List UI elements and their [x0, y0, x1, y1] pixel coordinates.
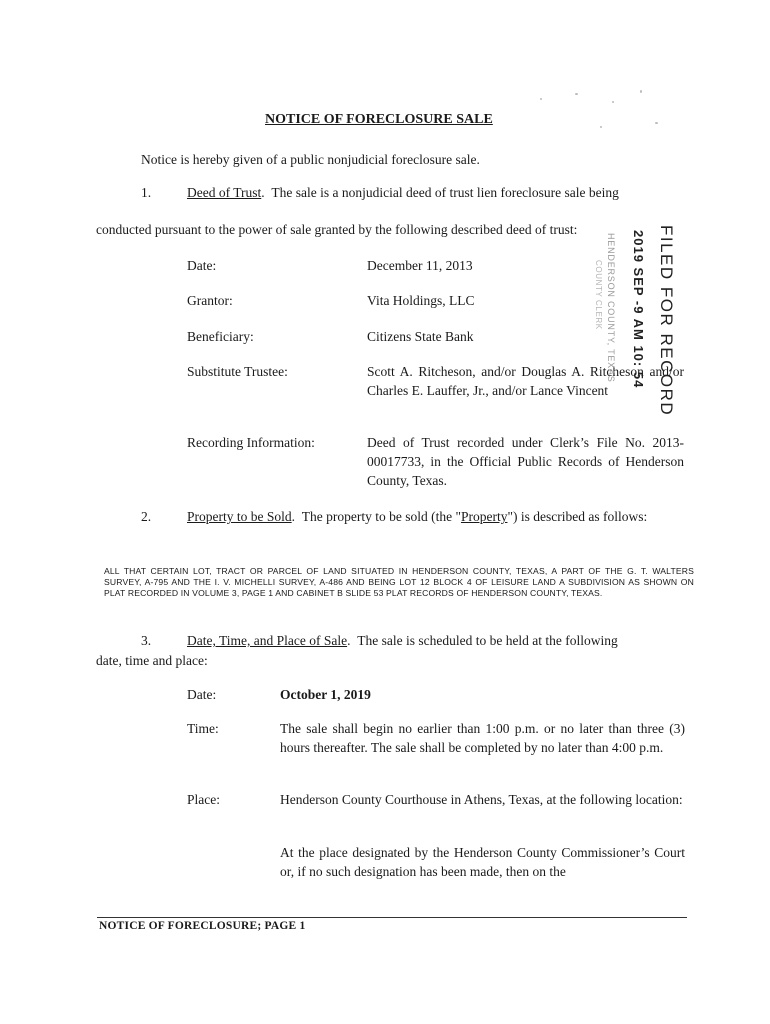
sale-place-detail: At the place designated by the Henderson County Commissioner’s Court or, if no such designation has been made, then on the — [280, 845, 685, 879]
section-1-number: 1. — [141, 185, 152, 200]
scan-speck — [640, 90, 642, 93]
filed-stamp-date: 2019 SEP -9 AM 10: 54 — [631, 230, 646, 389]
scan-speck — [612, 101, 614, 103]
sale-date-label: Date: — [187, 687, 217, 702]
recording-info-label: Recording Information: — [187, 435, 315, 450]
section-3-line2: date, time and place: — [96, 653, 208, 668]
filed-stamp-clerk: COUNTY CLERK — [594, 260, 603, 330]
scan-speck — [600, 126, 602, 128]
recording-info-value: Deed of Trust recorded under Clerk’s File No. 2013-00017733, in the Official Public Records of Henderson County, Texas. — [367, 435, 684, 488]
scan-speck — [540, 98, 542, 100]
section-2-heading: Property to be Sold — [187, 509, 292, 524]
deed-date-value: December 11, 2013 — [367, 258, 473, 273]
intro-paragraph: Notice is hereby given of a public nonjudicial foreclosure sale. — [141, 152, 480, 167]
property-defined-term: Property — [460, 509, 508, 524]
grantor-value: Vita Holdings, LLC — [367, 293, 475, 308]
sale-time-label: Time: — [187, 721, 219, 736]
scan-speck — [655, 122, 658, 124]
legal-description: ALL THAT CERTAIN LOT, TRACT OR PARCEL OF LAND SITUATED IN HENDERSON COUNTY, TEXAS, A PART OF THE G. T. WALTERS SURVEY, A-795 AND THE I. V. MICHELLI SURVEY, A-486 AND BEING LOT 12 BLOCK 4 OF LEISURE LAND A SUBDIVISION AS SHOWN ON PLAT RECORDED IN VOLUME 3, PAGE 1 AND CABINET B SLIDE 53 PLAT RECORDS OF HENDERSON COUNTY, TEXAS. — [104, 566, 694, 598]
sale-time-value: The sale shall begin no earlier than 1:00 p.m. or no later than three (3) hours thereafter. The sale shall be completed by no later than 4:00 p.m. — [280, 721, 685, 755]
section-2-number: 2. — [141, 509, 152, 524]
section-1-line1: Deed of Trust. The sale is a nonjudicial deed of trust lien foreclosure sale being — [187, 185, 619, 200]
section-1-heading: Deed of Trust — [187, 185, 262, 200]
substitute-trustee-label: Substitute Trustee: — [187, 364, 288, 379]
beneficiary-label: Beneficiary: — [187, 329, 254, 344]
section-1-text-line1: The sale is a nonjudicial deed of trust lien foreclosure sale being — [271, 185, 619, 200]
filed-stamp-county: HENDERSON COUNTY, TEXAS — [606, 233, 616, 383]
deed-date-label: Date: — [187, 258, 217, 273]
footer-rule — [97, 917, 687, 918]
beneficiary-value: Citizens State Bank — [367, 329, 474, 344]
footer-label: NOTICE OF FORECLOSURE; PAGE 1 — [99, 920, 306, 932]
scan-speck — [575, 93, 578, 95]
section-1-text-line2: conducted pursuant to the power of sale granted by the following described deed of trust: — [96, 222, 578, 237]
section-3-heading: Date, Time, and Place of Sale — [187, 633, 348, 648]
page-title: NOTICE OF FORECLOSURE SALE — [265, 112, 493, 127]
sale-place-value: Henderson County Courthouse in Athens, Texas, at the following location: — [280, 792, 683, 807]
filed-for-record-stamp: FILED FOR RECORD — [657, 225, 676, 417]
sale-place-label: Place: — [187, 792, 220, 807]
grantor-label: Grantor: — [187, 293, 233, 308]
section-3-number: 3. — [141, 633, 152, 648]
section-3-line1: Date, Time, and Place of Sale. The sale is scheduled to be held at the following — [187, 633, 618, 648]
substitute-trustee-value: Scott A. Ritcheson, and/or Douglas A. Ritcheson and/or Charles E. Lauffer, Jr., and/or Lance Vincent — [367, 364, 684, 398]
section-2-text: Property to be Sold. The property to be sold (the "Property") is described as follows: — [187, 509, 648, 524]
sale-date-value: October 1, 2019 — [280, 687, 371, 702]
